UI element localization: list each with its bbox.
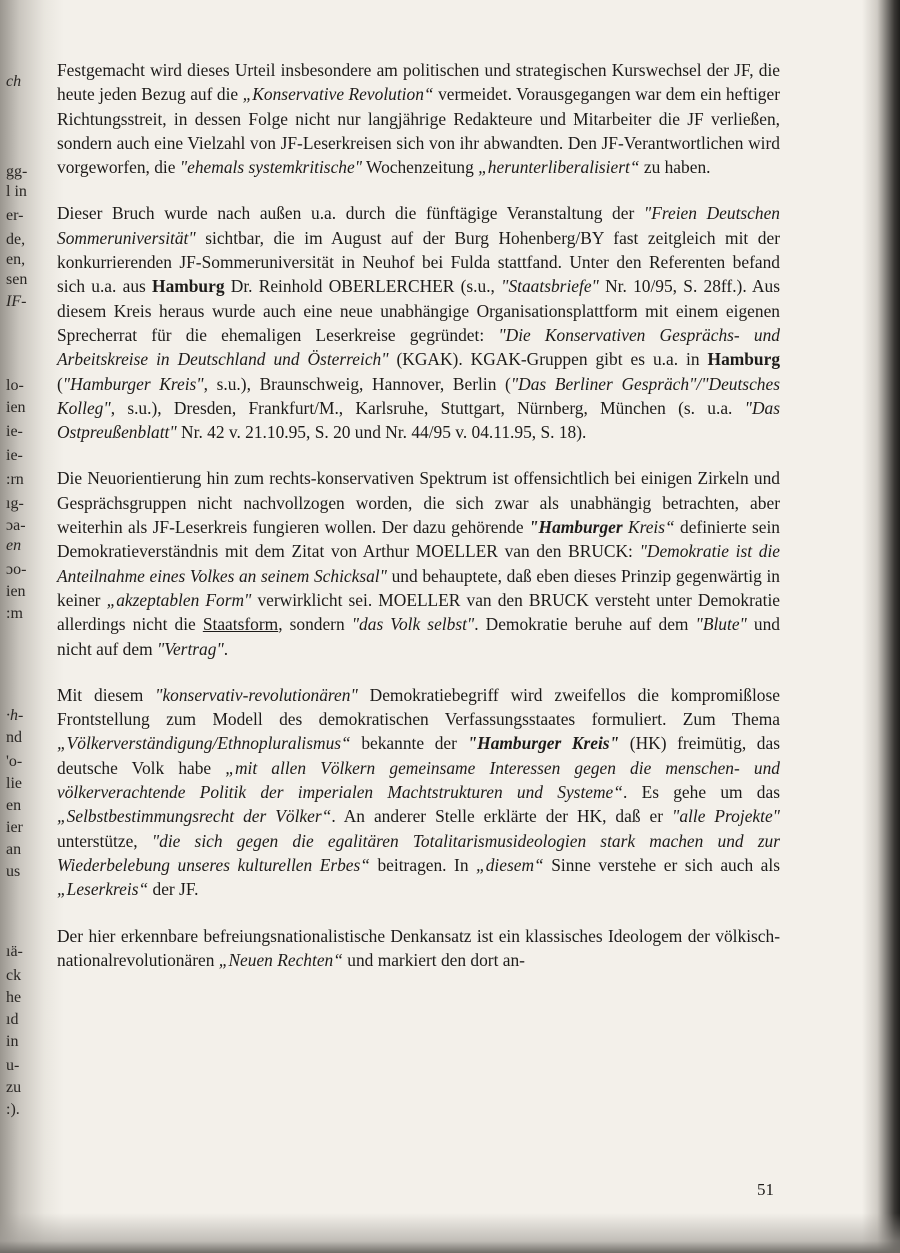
margin-fragment: l in bbox=[6, 183, 27, 200]
text-run: . bbox=[223, 638, 229, 659]
text-run: Kreis“ bbox=[627, 517, 675, 538]
text-run: Die Neuorientierung hin zum rechts-konservativen Spektrum ist offensichtlich bei einigen Zirkeln und Gesprächsgruppen nicht nachvollzogen worden, die sich zwar als unabhängig betrachten, aber weiterhin als JF-Leserkreis fungieren wollen. Der dazu gehörende bbox=[57, 468, 780, 538]
margin-fragment: an bbox=[6, 841, 22, 858]
margin-fragment: ıä- bbox=[6, 943, 23, 960]
text-run: , s.u.), Dresden, Frankfurt/M., Karlsruhe, Stuttgart, Nürnberg, München (s. u.a. bbox=[110, 397, 745, 418]
text-run: Der hier erkennbare befreiungsnationalistische Denkansatz ist ein klassisches Ideologem der völkisch-nationalrevolutionären bbox=[57, 925, 780, 970]
margin-fragment: en bbox=[6, 797, 22, 814]
text-run: und behauptete, daß eben dieses Prinzip gegenwärtig in keiner bbox=[57, 565, 780, 610]
document-body bbox=[57, 58, 780, 972]
margin-fragment: ien bbox=[6, 399, 26, 416]
page-number: 51 bbox=[757, 1180, 774, 1199]
paragraph-2 bbox=[57, 201, 780, 444]
margin-fragment: ch bbox=[6, 73, 22, 90]
text-run: "Freien Deutschen Sommeruniversität" bbox=[57, 203, 780, 248]
text-run: der JF. bbox=[148, 879, 199, 900]
margin-fragment: ien bbox=[6, 583, 26, 600]
text-run: (HK) freimütig, das deutsche Volk habe bbox=[57, 733, 780, 778]
text-run: . An anderer Stelle erklärte der HK, daß er bbox=[331, 806, 673, 827]
text-run: "Das Berliner Gespräch"/"Deutsches Kolleg" bbox=[57, 373, 780, 418]
text-run: "Staatsbriefe" bbox=[501, 276, 599, 297]
margin-fragment: lie bbox=[6, 775, 22, 792]
text-run: (KGAK). KGAK-Gruppen gibt es u.a. in bbox=[388, 349, 708, 370]
text-run: "Demokratie ist die Anteilnahme eines Volkes an seinem Schicksal" bbox=[57, 541, 781, 586]
margin-fragment: ie- bbox=[6, 447, 23, 464]
text-run: . Demokratie beruhe auf dem bbox=[474, 614, 696, 635]
text-run: vermeidet. Vorausgegangen war dem ein heftiger Richtungsstreit, in dessen Folge nicht nur langjährige Redakteure und Mitarbeiter die JF verließen, sondern auch eine Vielzahl von JF-Leserkreisen sich von ihr abwandten. Den JF-Verantwortlichen wird vorgeworfen, die bbox=[57, 84, 781, 178]
text-run: Demokratiebegriff wird zweifellos die kompromißlose Frontstellung zum Modell des demokratischen Verfassungsstaates formuliert. Zum Thema bbox=[57, 684, 780, 730]
text-run: „mit allen Völkern gemeinsame Interessen gegen die menschen- und völkerverachtende Politik der imperialen Machtstrukturen und Systeme“ bbox=[57, 757, 780, 803]
text-run: , s.u.), Braunschweig, Hannover, Berlin ( bbox=[203, 373, 511, 394]
text-run: „Konservative Revolution“ bbox=[242, 84, 434, 105]
text-run: Festgemacht wird dieses Urteil insbesondere am politischen und strategischen Kurswechsel der JF, die heute jeden Bezug auf die bbox=[57, 60, 780, 105]
margin-fragment: ·h- bbox=[6, 707, 24, 724]
text-run: Mit diesem bbox=[57, 684, 156, 705]
margin-fragment: ck bbox=[6, 967, 22, 984]
text-run: Staatsform bbox=[202, 614, 279, 635]
text-run: Hamburg bbox=[707, 349, 781, 370]
text-run: "alle Projekte" bbox=[672, 806, 780, 827]
margin-fragment: ɔa- bbox=[6, 517, 26, 534]
text-run: "Hamburger bbox=[528, 517, 623, 538]
margin-fragment: u- bbox=[6, 1057, 20, 1074]
margin-fragment: 'o- bbox=[6, 753, 23, 770]
margin-fragment: gg- bbox=[6, 163, 28, 180]
text-run: "Hamburger Kreis" bbox=[62, 373, 204, 394]
text-run: Dieser Bruch wurde nach außen u.a. durch die fünftägige Veranstaltung der bbox=[57, 203, 644, 224]
text-run: Hamburg bbox=[152, 276, 225, 297]
margin-fragment: :rn bbox=[6, 471, 24, 488]
facing-page-margin-fragments bbox=[6, 0, 42, 1253]
text-run: sichtbar, die im August auf der Burg Hohenberg/BY fast zeitgleich mit der konkurrierenden JF-Sommeruniversität in Neuhof bei Fulda stattfand. Unter den Referenten befand sich u.a. aus bbox=[57, 227, 780, 297]
margin-fragment: us bbox=[6, 863, 21, 880]
text-run: „herunterliberalisiert“ bbox=[478, 157, 640, 178]
margin-fragment: :). bbox=[6, 1101, 20, 1118]
margin-fragment: lo- bbox=[6, 377, 24, 394]
text-run: „Leserkreis“ bbox=[57, 879, 149, 900]
text-run: und markiert den dort an- bbox=[342, 949, 525, 970]
text-run: „Selbstbestimmungsrecht der Völker“ bbox=[57, 806, 332, 827]
margin-fragment: de, bbox=[6, 231, 26, 248]
text-run: "die sich gegen die egalitären Totalitarismusideologien stark machen und zur Wiederbelebung unseres kulturellen Erbes“ bbox=[57, 830, 781, 875]
margin-fragment: er- bbox=[6, 207, 24, 224]
margin-fragment: :m bbox=[6, 605, 23, 622]
text-run: verwirklicht sei. MOELLER van den BRUCK versteht unter Demokratie allerdings nicht die bbox=[57, 589, 780, 635]
margin-fragment: nd bbox=[6, 729, 22, 746]
margin-fragment: in bbox=[6, 1033, 19, 1050]
text-run: "Die Konservativen Gesprächs- und Arbeitskreise in Deutschland und Österreich" bbox=[57, 324, 780, 370]
margin-fragment: en, bbox=[6, 251, 26, 268]
paragraph-3 bbox=[57, 466, 780, 660]
text-run: , sondern bbox=[278, 614, 352, 635]
text-run: unterstütze, bbox=[57, 830, 152, 851]
paragraph-5 bbox=[57, 924, 780, 973]
margin-fragment: sen bbox=[6, 271, 28, 288]
text-run: bekannte der bbox=[350, 733, 468, 754]
text-run: beitragen. In bbox=[369, 854, 477, 875]
text-run: Sinne verstehe er sich auch als bbox=[543, 854, 780, 875]
margin-fragment: ier bbox=[6, 819, 23, 836]
text-run: Nr. 10/95, S. 28ff.). Aus diesem Kreis heraus wurde auch eine neue unabhängige Organisationsplattform mit einem eigenen Sprecherrat für die ehemaligen Leserkreise gegründet: bbox=[57, 276, 780, 345]
text-run: „Völkerverständigung/Ethnopluralismus“ bbox=[57, 733, 351, 754]
margin-fragment: he bbox=[6, 989, 22, 1006]
text-run: "Das Ostpreußenblatt" bbox=[57, 397, 780, 443]
page-edge-shadow bbox=[862, 0, 900, 1253]
text-run: "Hamburger Kreis" bbox=[467, 733, 620, 754]
text-run: . Es gehe um das bbox=[622, 782, 780, 803]
margin-fragment: ie- bbox=[6, 423, 23, 440]
margin-fragment: ıg- bbox=[6, 495, 24, 512]
text-run: „diesem“ bbox=[476, 854, 544, 875]
margin-fragment: ɔo- bbox=[6, 561, 27, 578]
text-run: Nr. 42 v. 21.10.95, S. 20 und Nr. 44/95 v. 04.11.95, S. 18). bbox=[176, 422, 587, 443]
text-run: Wochenzeitung bbox=[362, 157, 479, 178]
page-bottom-shadow bbox=[0, 1213, 900, 1253]
margin-fragment: ıd bbox=[6, 1011, 19, 1028]
margin-fragment: en bbox=[6, 537, 22, 554]
text-run: ( bbox=[57, 373, 63, 394]
text-run: "Blute" bbox=[695, 614, 747, 635]
margin-fragment: zu bbox=[6, 1079, 22, 1096]
text-run: "konservativ-revolutionären" bbox=[155, 684, 358, 705]
text-run: und nicht auf dem bbox=[57, 614, 781, 659]
text-run: Dr. Reinhold OBERLERCHER (s.u., bbox=[224, 276, 502, 297]
text-run: zu haben. bbox=[639, 157, 711, 178]
margin-fragment: IF- bbox=[6, 293, 27, 310]
paragraph-4 bbox=[57, 683, 780, 902]
text-run: "ehemals systemkritische" bbox=[179, 157, 363, 178]
text-run: definierte sein Demokratieverständnis mit dem Zitat von Arthur MOELLER van den BRUCK: bbox=[57, 517, 780, 562]
text-run: „akzeptablen Form" bbox=[106, 589, 252, 610]
text-run: "das Volk selbst" bbox=[351, 614, 475, 635]
text-run: „Neuen Rechten“ bbox=[218, 949, 343, 970]
text-run: "Vertrag" bbox=[156, 638, 224, 659]
paragraph-1 bbox=[57, 58, 780, 179]
